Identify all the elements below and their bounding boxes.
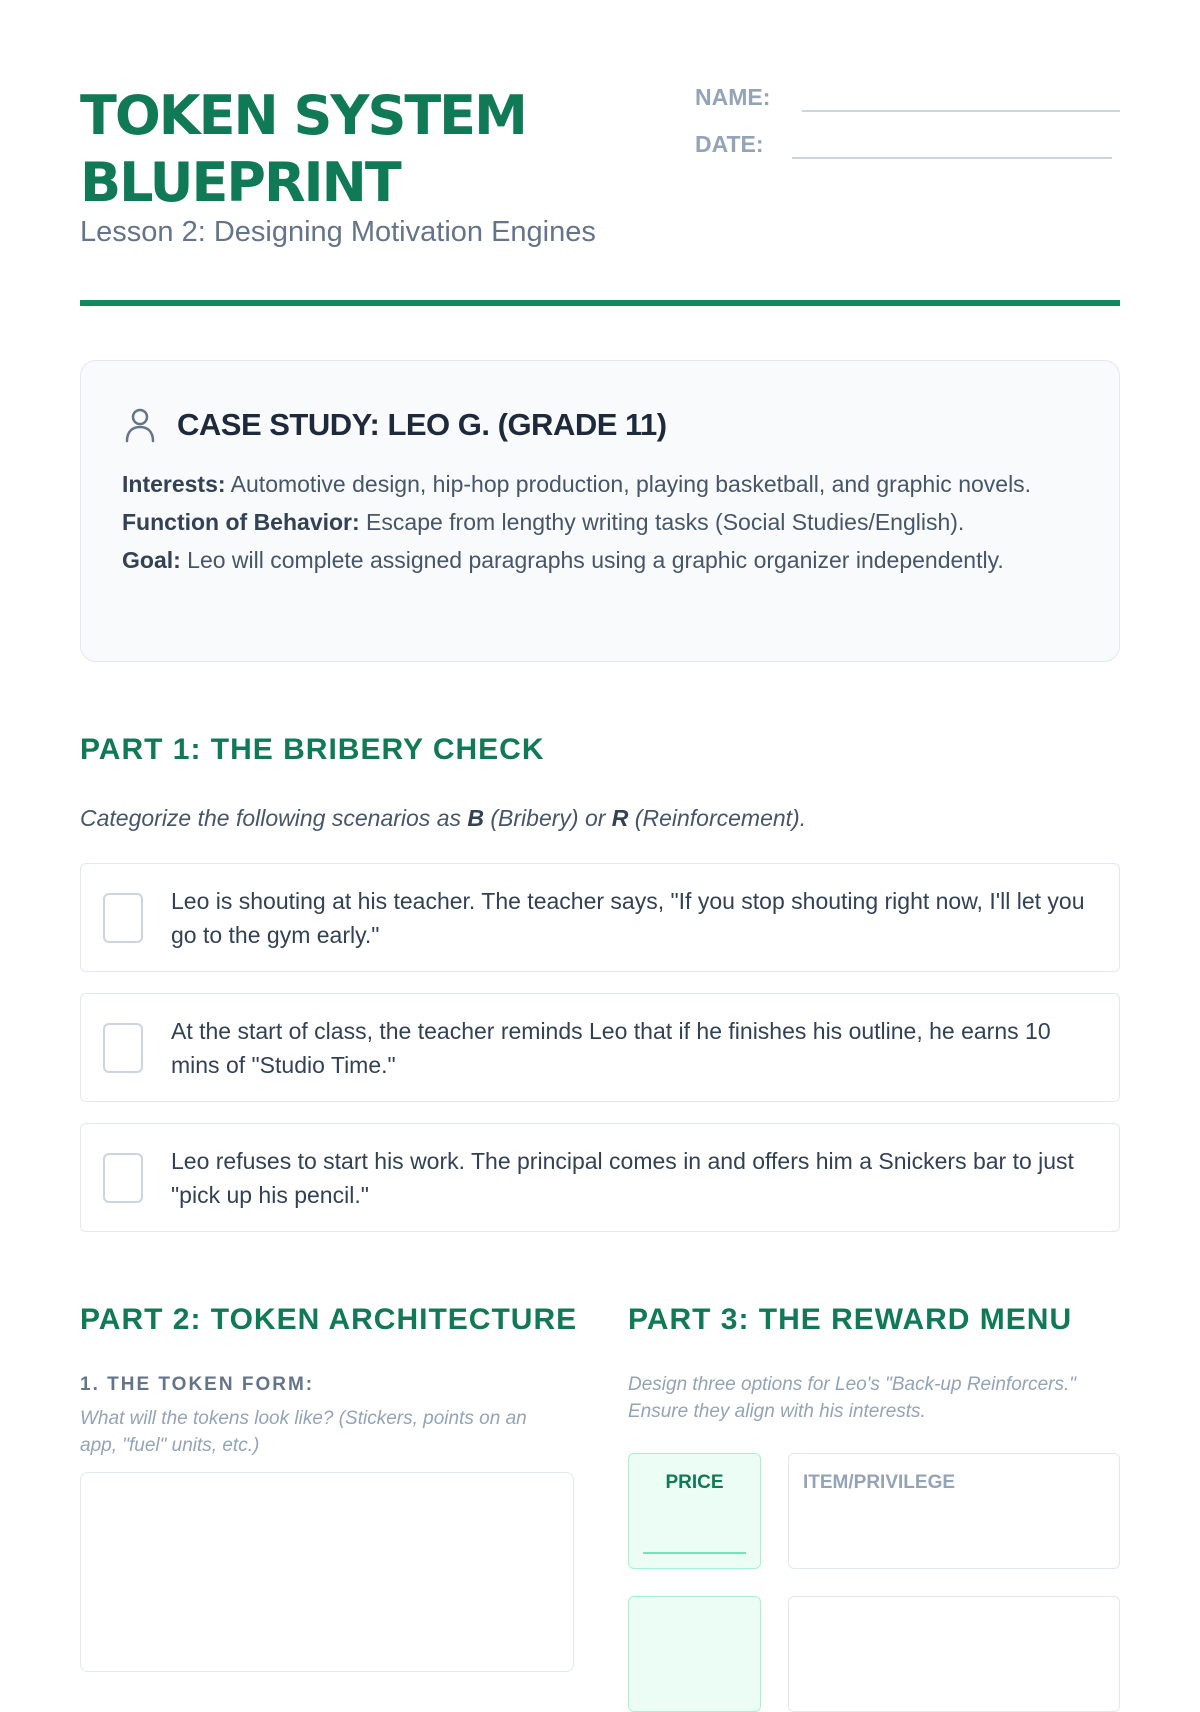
instr-r: R — [611, 805, 629, 831]
title-line-2: BLUEPRINT — [80, 151, 400, 214]
date-field[interactable] — [792, 157, 1112, 159]
instr-mid: (Bribery) or — [484, 805, 612, 831]
instr-pre: Categorize the following scenarios as — [80, 805, 468, 831]
name-label: NAME: — [695, 84, 771, 110]
scenario-answer-box[interactable] — [103, 893, 143, 943]
token-form-input[interactable] — [80, 1472, 574, 1672]
price-field-2[interactable] — [628, 1596, 761, 1712]
scenario-answer-box[interactable] — [103, 1153, 143, 1203]
lesson-subtitle: Lesson 2: Designing Motivation Engines — [80, 216, 596, 248]
price-label: PRICE — [665, 1472, 724, 1493]
scenario-text: Leo refuses to start his work. The principal comes in and offers him a Snickers bar to just "pick up his pencil." — [171, 1148, 1074, 1208]
function-label: Function of Behavior: — [122, 509, 360, 535]
instr-post: (Reinforcement). — [628, 805, 807, 831]
scenario-card — [80, 1123, 1120, 1232]
goal-line — [122, 541, 1082, 579]
date-label: DATE: — [695, 131, 764, 157]
title-line-1: TOKEN SYSTEM — [80, 84, 526, 147]
interests-label: Interests: — [122, 471, 226, 497]
interests-line — [122, 465, 1082, 503]
scenario-answer-box[interactable] — [103, 1023, 143, 1073]
token-form-hint: What will the tokens look like? (Stickers, points on an app, "fuel" units, etc.) — [80, 1408, 527, 1456]
case-study-title: CASE STUDY: LEO G. (GRADE 11) — [177, 407, 667, 442]
item-privilege-field-2[interactable] — [788, 1596, 1120, 1712]
part1-instructions — [80, 805, 806, 832]
part2-heading: PART 2: TOKEN ARCHITECTURE — [80, 1303, 578, 1336]
instr-b: B — [467, 805, 484, 831]
page-title — [80, 82, 526, 216]
item-privilege-label: ITEM/PRIVILEGE — [803, 1472, 956, 1493]
reward-menu-hint: Design three options for Leo's "Back-up Reinforcers." Ensure they align with his interests. — [628, 1374, 1077, 1422]
price-field[interactable] — [628, 1453, 761, 1569]
function-line — [122, 503, 1082, 541]
scenario-text: Leo is shouting at his teacher. The teacher says, "If you stop shouting right now, I'll let you go to the gym early." — [171, 888, 1085, 948]
scenario-card — [80, 863, 1120, 972]
name-field[interactable] — [802, 110, 1120, 112]
header-divider — [80, 300, 1120, 306]
token-form-label: 1. THE TOKEN FORM: — [80, 1374, 315, 1395]
part1-heading: PART 1: THE BRIBERY CHECK — [80, 733, 545, 766]
user-icon — [125, 407, 155, 443]
scenario-text: At the start of class, the teacher reminds Leo that if he finishes his outline, he earns 10 mins of "Studio Time." — [171, 1018, 1051, 1078]
function-text: Escape from lengthy writing tasks (Social Studies/English). — [359, 509, 965, 535]
price-underline — [643, 1552, 746, 1554]
goal-label: Goal: — [122, 547, 181, 573]
item-privilege-field[interactable] — [788, 1453, 1120, 1569]
scenario-card — [80, 993, 1120, 1102]
part3-heading: PART 3: THE REWARD MENU — [628, 1303, 1073, 1336]
goal-text: Leo will complete assigned paragraphs using a graphic organizer independently. — [180, 547, 1004, 573]
interests-text: Automotive design, hip-hop production, playing basketball, and graphic novels. — [225, 471, 1032, 497]
case-study-body — [122, 465, 1082, 579]
case-study-card — [80, 360, 1120, 662]
